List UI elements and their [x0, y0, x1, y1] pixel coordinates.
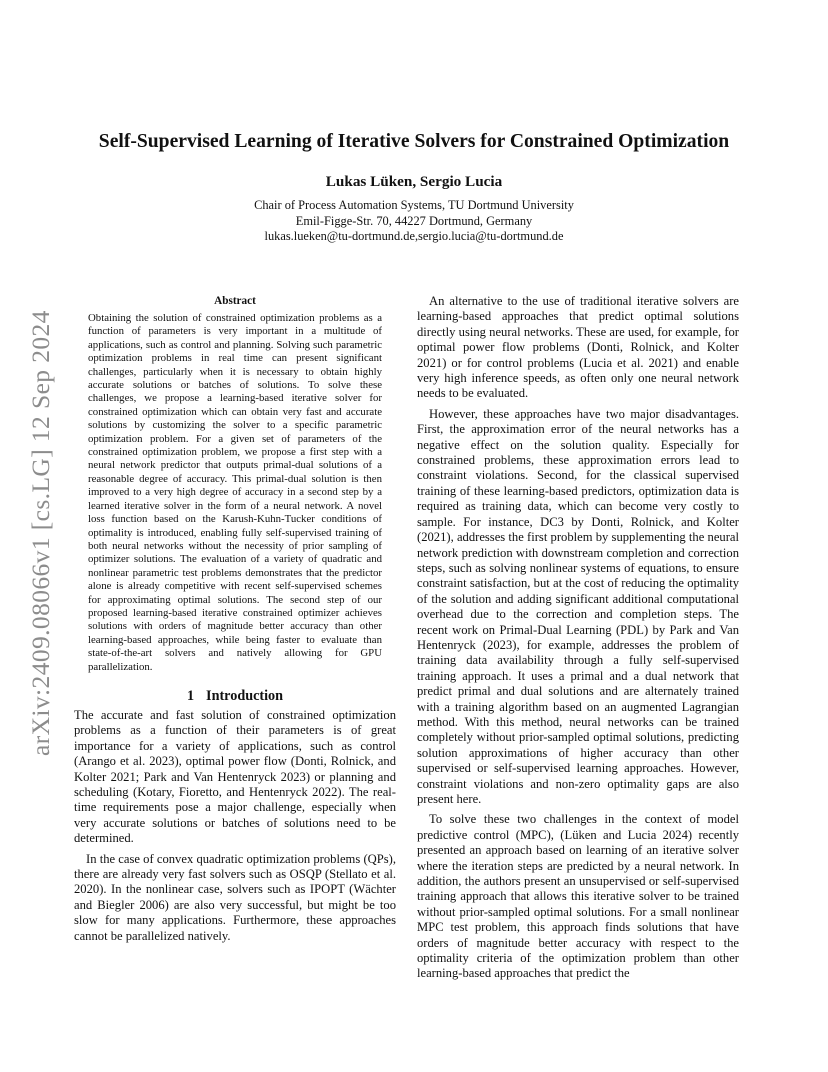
paper-authors: Lukas Lüken, Sergio Lucia: [325, 173, 503, 190]
affiliation-institution: Chair of Process Automation Systems, TU Dortmund University: [254, 198, 574, 212]
section-number: 1: [186, 687, 195, 704]
body-paragraph: In the case of convex quadratic optimization problems (QPs), there are already very fast solvers such as OSQP (Stellato et al. 2020). In the nonlinear case, solvers such as IPOPT (Wächter and Biegler 2006) are also very successful, but might be too slow for many applications. Furthermore, these approaches cannot be parallelized natively.: [74, 851, 396, 943]
body-paragraph: An alternative to the use of traditional iterative solvers are learning-based approaches that predict optimal solutions directly using neural networks. These are used, for example, for optimal power flow problems (Donti, Rolnick, and Kolter 2021) or for control problems (Lucia et al. 2021) and enable very high inference speeds, as often only one neural network needs to be evaluated.: [417, 294, 739, 401]
author-affiliation: [60, 198, 768, 245]
abstract-text: Obtaining the solution of constrained optimization problems as a function of parameters is very important in a multitude of applications, such as control and planning. Solving such parametric optimization problems in real time can present significant challenges, particularly when it is necessary to obtain highly accurate solutions or batches of solutions. To solve these challenges, we propose a learning-based iterative solver for constrained optimization which can obtain very fast and accurate solutions by customizing the solver to a specific parametric optimization problem. For a given set of parameters of the constrained optimization problem, we propose a first step with a neural network predictor that outputs primal-dual solutions of a reasonable degree of accuracy. This primal-dual solution is then improved to a very high degree of accuracy in a second step by a learned iterative solver in the form of a neural network. A novel loss function based on the Karush-Kuhn-Tucker conditions of optimality is introduced, enabling fully self-supervised training of both neural networks without the necessity of prior sampling of optimizer solutions. The evaluation of a variety of quadratic and nonlinear parametric test problems demonstrates that the predictor alone is already competitive with recent self-supervised schemes for approximating optimal solutions. The second step of our proposed learning-based iterative constrained optimizer achieves solutions with orders of magnitude better accuracy than other learning-based approaches, while being faster to evaluate than state-of-the-art solvers and natively allowing for GPU parallelization.: [88, 312, 382, 673]
body-paragraph: However, these approaches have two major disadvantages. First, the approximation error of the neural networks has a negative effect on the solution quality. Especially for constrained problems, these approximation errors lead to constraint violations. Second, for the classical supervised training of these learning-based predictors, optimization data is required as training data, which can become very costly to sample. For instance, DC3 by Donti, Rolnick, and Kolter (2021), addresses the first problem by supplementing the neural network prediction with downstream completion and correction steps, such as solving nonlinear systems of equations, to ensure constraint satisfaction, but at the cost of reducing the optimality of the solution and adding significant additional computational overhead due to the correction and completion steps. The recent work on Primal-Dual Learning (PDL) by Park and Van Hentenryck (2023), for example, addresses the problem of training data availability through a fully self-supervised training approach. It uses a primal and a dual network that predict primal and dual solutions and are alternately trained with a training algorithm based on an augmented Lagrangian method. With this method, neural networks can be trained completely without prior-sampled optimal solutions, predicting solution approximations of higher accuracy than other supervised or self-supervised learning approaches. However, constraint violations and non-zero optimality gaps are also present here.: [417, 406, 739, 806]
abstract-heading: Abstract: [214, 295, 256, 307]
affiliation-address: Emil-Figge-Str. 70, 44227 Dortmund, Germany: [295, 213, 533, 228]
paper-title: Self-Supervised Learning of Iterative Solvers for Constrained Optimization: [98, 131, 730, 152]
left-column: [74, 294, 396, 949]
arxiv-identifier-text: arXiv:2409.08066v1 [cs.LG] 12 Sep 2024: [26, 310, 55, 756]
section-heading-introduction: [74, 687, 396, 705]
section-title: Introduction: [206, 687, 284, 704]
body-paragraph: The accurate and fast solution of constrained optimization problems as a function of their parameters is of great importance for a variety of applications, such as control (Arango et al. 2023), optimal power flow (Donti, Rolnick, and Kolter 2021; Park and Van Hentenryck 2023) or planning and scheduling (Kotary, Fioretto, and Hentenryck 2022). The real-time requirements pose a major challenge, especially when very accurate solutions or batches of solutions need to be determined.: [74, 707, 396, 846]
right-column: [417, 294, 739, 987]
affiliation-emails: lukas.lueken@tu-dortmund.de,sergio.lucia@tu-dortmund.de: [264, 229, 564, 244]
body-paragraph: To solve these two challenges in the context of model predictive control (MPC), (Lüken and Lucia 2024) recently presented an approach based on learning of an iterative solver where the iteration steps are predicted by a neural network. In addition, the authors present an unsupervised or self-supervised training approach that allows this iterative solver to be trained without prior-sampled optimal solutions. For a small nonlinear MPC test problem, this approach finds solutions that have orders of magnitude better accuracy with respect to the optimality criteria of the optimization problem than other learning-based approaches that predict the: [417, 812, 739, 981]
